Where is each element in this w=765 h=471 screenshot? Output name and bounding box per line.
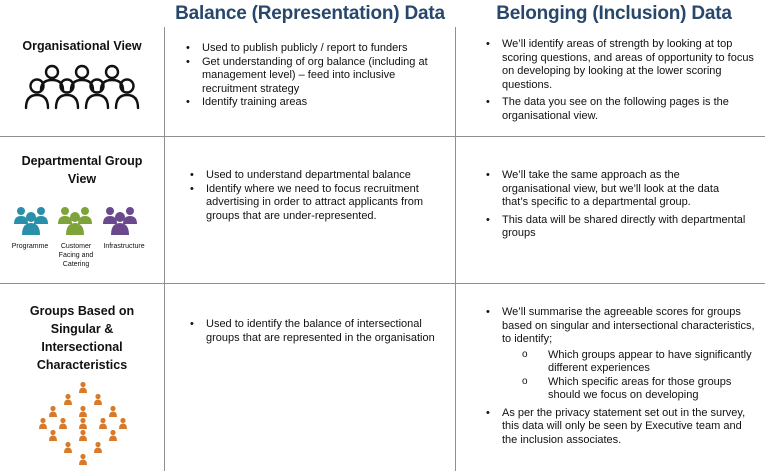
- list-item: • We’ll take the same approach as the organisational view, but we’ll look at the data that’s specific to a departmental group.: [486, 169, 748, 210]
- dept-label-programme: Programme: [11, 243, 49, 250]
- list-item: • Identify training areas: [186, 96, 448, 110]
- programme-group-icon: [12, 205, 50, 237]
- list-item: [486, 306, 756, 403]
- list-item: • Used to identify the balance of intersectional groups that are represented in the organisation: [190, 318, 448, 345]
- list-item: • This data will be shared directly with departmental groups: [486, 214, 748, 241]
- column-divider-left: [164, 27, 165, 471]
- list-item: • Identify where we need to focus recruitment advertising in order to attract applicants from groups that are under-represented.: [190, 183, 448, 224]
- balance-column-header: Balance (Representation) Data: [175, 3, 445, 24]
- list-item: • Get understanding of org balance (including at management level) – feed into inclusive recruitment strategy: [186, 56, 448, 97]
- sub-list-item: o Which groups appear to have significantly different experiences: [502, 349, 756, 376]
- row-divider-1: [0, 136, 765, 137]
- dept-label-infrastructure: Infrastructure: [103, 243, 145, 250]
- column-divider-right: [455, 27, 456, 471]
- list-item: • Used to understand departmental balance: [190, 169, 448, 183]
- list-item: • As per the privacy statement set out in the survey, this data will only be seen by Executive team and the inclusion associates.: [486, 407, 756, 448]
- organisational-balance-list: [186, 42, 448, 110]
- title-line: Singular &: [50, 322, 114, 336]
- intersectional-balance-list: [190, 318, 448, 345]
- people-network-icon: [38, 380, 128, 466]
- row-title-organisational-view: Organisational View: [22, 39, 142, 53]
- departmental-belonging-list: [486, 169, 748, 241]
- infrastructure-group-icon: [101, 205, 139, 237]
- title-line: View: [67, 172, 97, 186]
- row-divider-2: [0, 283, 765, 284]
- organisational-belonging-list: [486, 38, 756, 123]
- list-item: • We’ll identify areas of strength by looking at top scoring questions, and areas of opportunity to focus on developing by looking at the lower scoring questions.: [486, 38, 756, 92]
- departmental-balance-list: [190, 169, 448, 223]
- title-line: Groups Based on: [29, 304, 135, 318]
- list-item: • Used to publish publicly / report to funders: [186, 42, 448, 56]
- customer-facing-group-icon: [56, 205, 94, 237]
- row-title-departmental-group-view: [0, 152, 164, 188]
- belonging-column-header: Belonging (Inclusion) Data: [496, 3, 732, 24]
- sub-list-item: o Which specific areas for those groups should we focus on developing: [502, 376, 756, 403]
- intersectional-belonging-list: [486, 306, 756, 447]
- title-line: Departmental Group: [21, 154, 143, 168]
- list-item: • The data you see on the following pages is the organisational view.: [486, 96, 756, 123]
- row-title-intersectional-groups: [0, 302, 164, 374]
- dept-label-customer-facing: Customer Facing and Catering: [58, 243, 94, 268]
- title-line: Intersectional: [41, 340, 123, 354]
- group-people-outline-icon: [24, 63, 140, 111]
- list-item-text: We’ll summarise the agreeable scores for groups based on singular and intersectional characteristics, to identify;: [502, 306, 755, 345]
- sub-list: [502, 349, 756, 403]
- title-line: Characteristics: [36, 358, 128, 372]
